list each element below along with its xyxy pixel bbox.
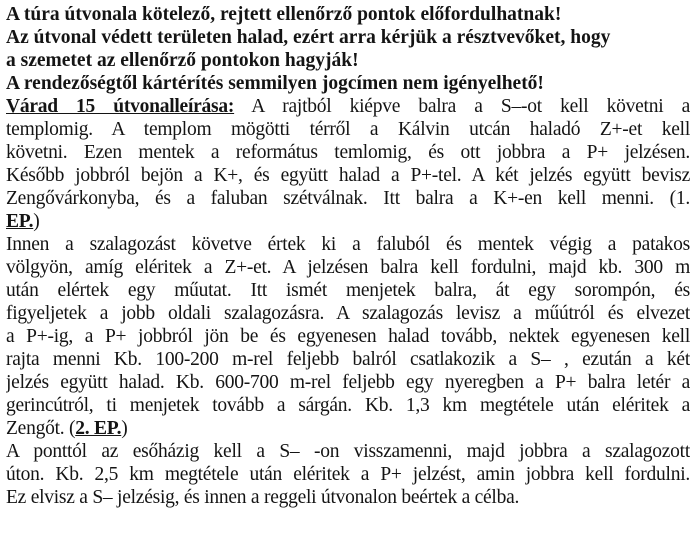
text-segment: Zengővárkonyba, és a faluban szétválnak. Itt balra a K+-en kell menni. (1. (6, 188, 690, 209)
route-paragraph-2 (6, 233, 690, 440)
text-line: figyeljetek a jobb oldali szalagozásra. A szalagozás levisz a műútról és elvezet (6, 303, 690, 324)
text-line (6, 417, 690, 440)
route-paragraph-3 (6, 440, 690, 509)
text-line: rajta menni Kb. 100-200 m-rel feljebb balról csatlakozik a S– , ezután a két (6, 349, 690, 370)
text-line: Később jobbról bejön a K+, és együtt halad a P+-tel. A két jelzés együtt bevisz (6, 165, 690, 186)
text-line: gerincútról, ti menjetek tovább a sárgán. Kb. 1,3 km megtétele után eléritek a (6, 395, 690, 416)
text-line (6, 95, 690, 118)
route-title: Várad 15 útvonalleírása: (6, 96, 235, 117)
checkpoint-2-label: 2. EP. (75, 418, 122, 439)
text-segment: ) (33, 211, 40, 232)
text-segment: A rajtból kiépve balra a S–-ot kell követni a (234, 96, 690, 117)
text-line: a P+-ig, a P+ jobbról jön be és egyenesen halad tovább, nektek egyenesen kell (6, 326, 690, 347)
notice-protected-area-cont: a szemetet az ellenőrző pontokon hagyják! (6, 50, 359, 71)
text-line (6, 210, 690, 233)
text-line (6, 187, 690, 210)
notice-protected-area: Az útvonal védett területen halad, ezért arra kérjük a résztvevőket, hogy (6, 27, 611, 48)
text-line: völgyön, amíg eléritek a Z+-et. A jelzésen balra kell fordulni, majd kb. 300 m (6, 257, 690, 278)
text-segment: Zengőt. ( (6, 418, 76, 439)
notice-no-compensation: A rendezőségtől kártérítés semmilyen jogcímen nem igényelhető! (6, 73, 544, 94)
checkpoint-1-label: EP. (6, 211, 34, 232)
text-line: templomig. A templom mögötti térről a Kálvin utcán haladó Z+-et kell (6, 119, 690, 140)
text-line: Innen a szalagozást követve értek ki a faluból és mentek végig a patakos (6, 234, 690, 255)
text-line: Ez elvisz a S– jelzésig, és innen a reggeli útvonalon beértek a célba. (6, 487, 520, 508)
text-segment: ) (121, 418, 128, 439)
text-line: jelzés együtt halad. Kb. 600-700 m-rel feljebb egy nyeregben a P+ balra letér a (6, 372, 690, 393)
text-line: úton. Kb. 2,5 km megtétele után eléritek a P+ jelzést, amin jobbra kell fordulni. (6, 464, 690, 485)
text-line: követni. Ezen mentek a református temlomig, és ott jobbra a P+ jelzésen. (6, 142, 690, 163)
route-paragraph-1 (6, 95, 690, 233)
text-line: után elértek egy műutat. Itt ismét menjetek balra, át egy sorompón, és (6, 280, 690, 301)
text-line: A ponttól az esőházig kell a S– -on visszamenni, majd jobbra a szalagozott (6, 441, 690, 462)
notice-mandatory-route: A túra útvonala kötelező, rejtett ellenőrző pontok előfordulhatnak! (6, 4, 562, 25)
